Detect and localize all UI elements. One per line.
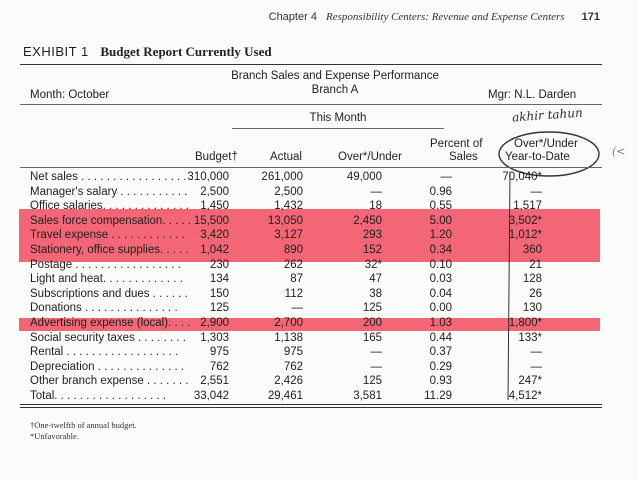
ytd-cell: 1,800* [508, 317, 542, 329]
period-rule [232, 128, 444, 129]
budget-cell: 2,500 [200, 185, 229, 198]
col-budget: Budget† [195, 151, 238, 163]
table-row [0, 361, 638, 375]
over-under-cell: — [370, 346, 382, 359]
col-percent-line1: Percent of [430, 138, 483, 150]
actual-cell: 3,127 [274, 229, 303, 242]
row-label: Advertising expense (local). . . . [30, 317, 191, 329]
row-label: Postage . . . . . . . . . . . . . . . . . [30, 258, 181, 271]
percent-cell: 0.37 [429, 346, 452, 359]
chapter-label: Chapter 4 [268, 11, 317, 23]
actual-cell: 2,700 [274, 317, 303, 329]
row-label: Other branch expense . . . . . . . [30, 375, 189, 388]
row-label: Light and heat. . . . . . . . . . . . . [30, 273, 183, 286]
percent-cell: 1.20 [429, 229, 452, 242]
col-percent-line2: Sales [449, 151, 478, 163]
actual-cell: 112 [284, 287, 303, 300]
budget-cell: 1,042 [200, 244, 229, 256]
ytd-cell: 130 [522, 302, 542, 315]
over-under-cell: 47 [369, 273, 382, 286]
table-row [0, 273, 638, 287]
table-row [0, 259, 638, 273]
budget-cell: 310,000 [187, 171, 229, 183]
percent-cell: 0.34 [429, 244, 452, 256]
table-row [0, 390, 638, 404]
exhibit-heading [23, 44, 272, 60]
over-under-cell: 293 [362, 229, 382, 242]
budget-cell: 33,042 [193, 390, 229, 402]
over-under-cell: 200 [362, 317, 382, 329]
over-under-cell: 18 [369, 200, 382, 213]
over-under-cell: 32* [364, 258, 382, 271]
percent-cell: 0.04 [429, 287, 452, 300]
table-row [0, 215, 638, 229]
margin-mark: (< [612, 145, 626, 158]
ytd-cell: — [530, 360, 542, 373]
ytd-cell: 21 [529, 258, 542, 271]
actual-cell: 29,461 [267, 390, 303, 402]
ytd-cell: 70,040* [502, 171, 542, 183]
ytd-cell: 1,012* [508, 229, 542, 242]
budget-cell: 15,500 [193, 214, 229, 227]
row-label: Rental . . . . . . . . . . . . . . . . . . [30, 346, 179, 359]
over-under-cell: 125 [362, 302, 382, 315]
actual-cell: 1,432 [274, 200, 303, 213]
budget-cell: 1,303 [200, 331, 229, 344]
table-row [0, 288, 638, 302]
percent-cell: 0.00 [429, 302, 452, 315]
actual-cell: — [291, 302, 303, 315]
percent-cell: 0.44 [429, 331, 452, 344]
handwritten-note: akhir tahun [511, 105, 584, 125]
row-label: Subscriptions and dues . . . . . . [30, 287, 188, 300]
exhibit-label: EXHIBIT 1 [23, 44, 89, 59]
table-row [0, 317, 638, 331]
actual-cell: 13,050 [267, 214, 303, 227]
col-ytd-line2: Year-to-Date [505, 151, 570, 163]
budget-cell: 150 [209, 287, 229, 300]
actual-cell: 890 [283, 244, 303, 256]
budget-cell: 2,900 [200, 317, 229, 329]
col-over-under: Over*/Under [338, 151, 402, 163]
budget-cell: 230 [209, 258, 229, 271]
period-label: This Month [309, 112, 367, 124]
percent-cell: 0.10 [429, 258, 452, 271]
budget-cell: 975 [209, 346, 229, 359]
report-month: Month: October [30, 89, 110, 101]
budget-cell: 2,551 [200, 375, 229, 388]
percent-cell: 5.00 [429, 214, 452, 227]
table-row [0, 346, 638, 360]
footnote-unfavorable: *Unfavorable. [30, 431, 79, 441]
over-under-cell: — [370, 185, 382, 198]
actual-cell: 2,426 [274, 375, 303, 388]
over-under-cell: 2,450 [353, 214, 382, 227]
over-under-cell: 49,000 [346, 171, 382, 183]
budget-cell: 1,450 [200, 200, 229, 213]
row-label: Total. . . . . . . . . . . . . . . . . . [30, 390, 167, 402]
footnote-budget: †One-twelfth of annual budget. [30, 420, 137, 430]
row-label: Office salaries. . . . . . . . . . . . . . [30, 200, 189, 213]
over-under-cell: 165 [362, 331, 382, 344]
report-title: Branch Sales and Expense Performance [231, 70, 439, 82]
percent-cell: 0.93 [429, 375, 452, 388]
percent-cell: 0.96 [429, 185, 452, 198]
ytd-cell: — [530, 185, 542, 198]
over-under-cell: 38 [369, 287, 382, 300]
percent-cell: 0.29 [429, 360, 452, 373]
bottom-rule-double [20, 407, 602, 408]
budget-cell: 3,420 [200, 229, 229, 242]
header-rule [20, 104, 602, 105]
percent-cell: 0.03 [429, 273, 452, 286]
report-branch: Branch A [311, 84, 359, 96]
row-label: Depreciation . . . . . . . . . . . . . . [30, 360, 185, 373]
ytd-cell: — [530, 346, 542, 359]
over-under-cell: 125 [362, 375, 382, 388]
budget-cell: 125 [209, 302, 229, 315]
table-row [0, 302, 638, 316]
table-row [0, 244, 638, 258]
ytd-cell: 3,502* [508, 214, 542, 227]
row-label: Donations . . . . . . . . . . . . . . . [30, 302, 178, 315]
table-row [0, 375, 638, 389]
actual-cell: 262 [283, 258, 303, 271]
actual-cell: 87 [290, 273, 303, 286]
percent-cell: 0.55 [429, 200, 452, 213]
budget-cell: 762 [209, 360, 229, 373]
bottom-rule [20, 404, 602, 405]
row-label: Travel expense . . . . . . . . . . . . [30, 229, 185, 242]
row-label: Sales force compensation. . . . . [30, 214, 192, 227]
exhibit-caption: Budget Report Currently Used [100, 44, 272, 59]
table-row [0, 229, 638, 243]
col-actual: Actual [270, 151, 302, 163]
over-under-cell: — [370, 360, 382, 373]
chapter-title: Responsibility Centers: Revenue and Expense Centers [326, 11, 565, 23]
ytd-cell: 1,517 [513, 200, 542, 213]
table-row [0, 171, 638, 185]
ytd-cell: 247* [518, 375, 542, 388]
table-row [0, 186, 638, 200]
ytd-cell: 4,512* [508, 390, 542, 402]
row-label: Net sales . . . . . . . . . . . . . . . . . . [30, 171, 193, 183]
ytd-cell: 360 [522, 244, 542, 256]
budget-cell: 134 [209, 273, 229, 286]
table-row [0, 332, 638, 346]
actual-cell: 762 [283, 360, 303, 373]
row-label: Stationery, office supplies. . . . . [30, 244, 189, 256]
percent-cell: 1.03 [429, 317, 452, 329]
row-label: Social security taxes . . . . . . . . [30, 331, 186, 344]
over-under-cell: 3,581 [353, 390, 382, 402]
ytd-cell: 133* [518, 331, 542, 344]
actual-cell: 261,000 [261, 171, 303, 183]
actual-cell: 975 [283, 346, 303, 359]
percent-cell: — [440, 171, 452, 183]
top-rule [20, 64, 602, 65]
column-rule [20, 167, 602, 168]
ytd-cell: 26 [529, 287, 542, 300]
actual-cell: 2,500 [274, 185, 303, 198]
actual-cell: 1,138 [274, 331, 303, 344]
percent-cell: 11.29 [424, 390, 452, 402]
row-label: Manager's salary . . . . . . . . . . . [30, 185, 188, 198]
col-ytd-line1: Over*/Under [514, 138, 578, 150]
running-header [0, 11, 600, 23]
table-row [0, 200, 638, 214]
over-under-cell: 152 [362, 244, 382, 256]
ytd-cell: 128 [522, 273, 542, 286]
report-manager: Mgr: N.L. Darden [488, 89, 577, 101]
page-number: 171 [581, 11, 600, 23]
